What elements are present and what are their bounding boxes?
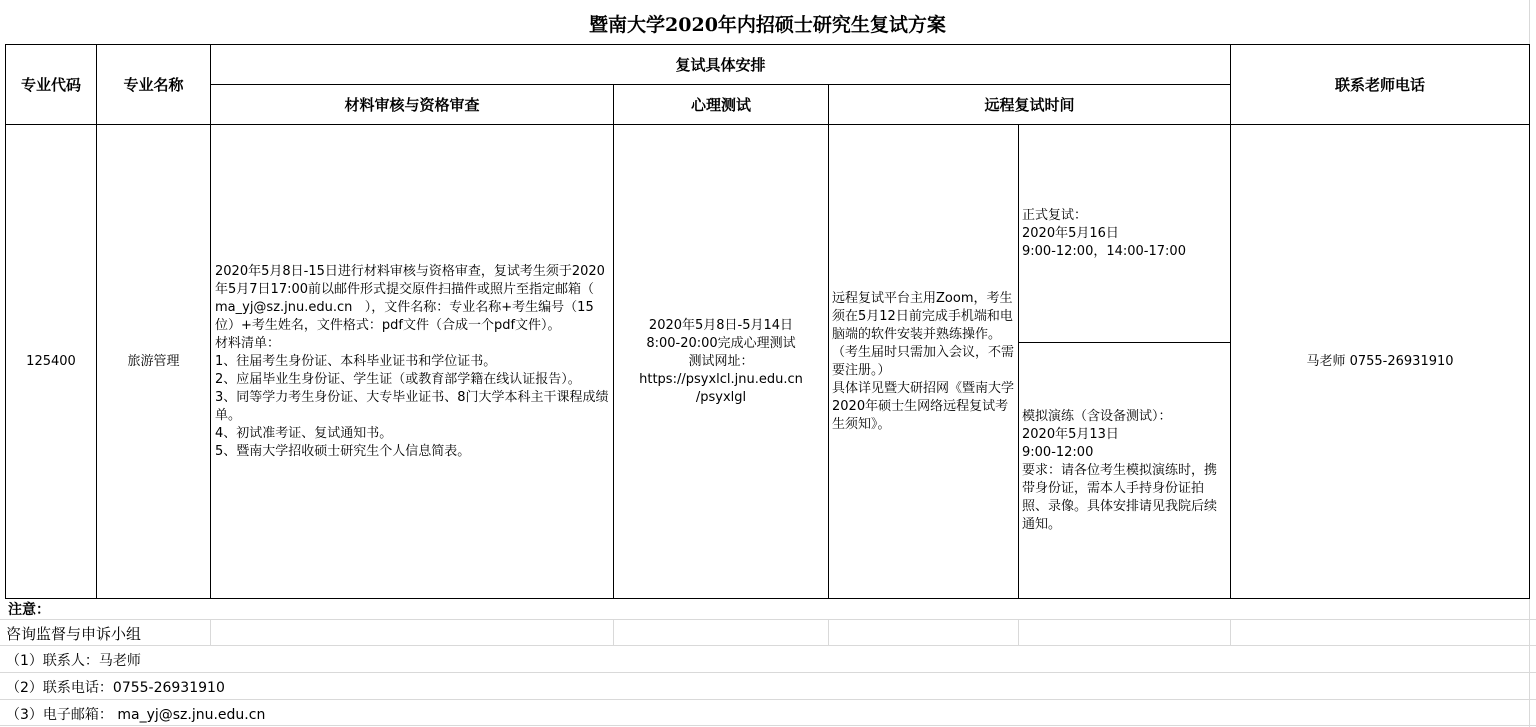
page-title: 暨南大学2020年内招硕士研究生复试方案: [589, 13, 946, 36]
gridline: [0, 645, 1536, 646]
gridline: [1018, 619, 1019, 646]
major-code-cell: 125400: [5, 124, 97, 599]
mock-test-cell: [1018, 342, 1231, 599]
material-review-cell: [210, 124, 614, 599]
mock-test-text: 模拟演练（含设备测试）： 2020年5月13日 9:00-12:00 要求：请各位考生模拟演练时，携带身份证，需本人手持身份证拍照、录像。具体安排请见我院后续通知。: [1022, 408, 1218, 532]
material-review-text: 2020年5月8日-15日进行材料审核与资格审查，复试考生须于2020年5月7日17:00前以邮件形式提交原件扫描件或照片至指定邮箱（ ma_yj@sz.jnu.edu.cn ），文件名称：专业名称+考生编号（15位）+考生姓名，文件格式：pdf文件（合成一个pdf文件）。 材料清单： 1、往届考生身份证、本科毕业证书和学位证书。 2、应届毕业生身份证、学生证（或教育部学籍在线认证报告）。 3、同等学力考生身份证、大专毕业证书、8门大学本科主干课程成绩单。 4、初试准考证、复试通知书。 5、暨南大学招收硕士研究生个人信息简表。: [215, 263, 609, 459]
header-major-code: 专业代码: [5, 44, 97, 125]
contact-phone-cell: 马老师 0755-26931910: [1230, 124, 1530, 599]
header-remote-time: 远程复试时间: [828, 84, 1231, 125]
header-contact: 联系老师电话: [1230, 44, 1530, 125]
formal-interview-text: 正式复试： 2020年5月16日 9:00-12:00，14:00-17:00: [1022, 207, 1186, 259]
remote-note-text: 远程复试平台主用Zoom，考生须在5月12日前完成手机端和电脑端的软件安装并熟练操作。（考生届时只需加入会议，不需要注册。） 具体详见暨大研招网《暨南大学2020年硕士生网络远程复试考生须知》。: [832, 290, 1015, 432]
notes-contact-person: （1）联系人：马老师: [6, 653, 141, 669]
psych-test-text: 2020年5月8日-5月14日 8:00-20:00完成心理测试 测试网址： https://psyxlcl.jnu.edu.cn /psyxlgl: [639, 317, 803, 405]
header-material-review: 材料审核与资格审查: [210, 84, 614, 125]
gridline: [0, 619, 1536, 620]
header-major-name: 专业名称: [96, 44, 211, 125]
major-name-cell: 旅游管理: [96, 124, 211, 599]
notes-group: 咨询监督与申诉小组: [6, 625, 142, 643]
remote-note-cell: [828, 124, 1019, 599]
psych-test-cell: [613, 124, 829, 599]
formal-interview-cell: [1018, 124, 1231, 343]
gridline: [828, 619, 829, 646]
header-schedule: 复试具体安排: [210, 44, 1231, 85]
gridline: [0, 699, 1536, 700]
gridline: [613, 619, 614, 646]
notes-contact-email: （3）电子邮箱： ma_yj@sz.jnu.edu.cn: [6, 707, 266, 723]
gridline: [1230, 619, 1231, 646]
gridline: [0, 725, 1536, 726]
header-psych-test: 心理测试: [613, 84, 829, 125]
gridline: [0, 672, 1536, 673]
notes-contact-phone: （2）联系电话：0755-26931910: [6, 680, 225, 696]
notes-heading: 注意：: [8, 602, 50, 618]
gridline: [210, 619, 211, 646]
